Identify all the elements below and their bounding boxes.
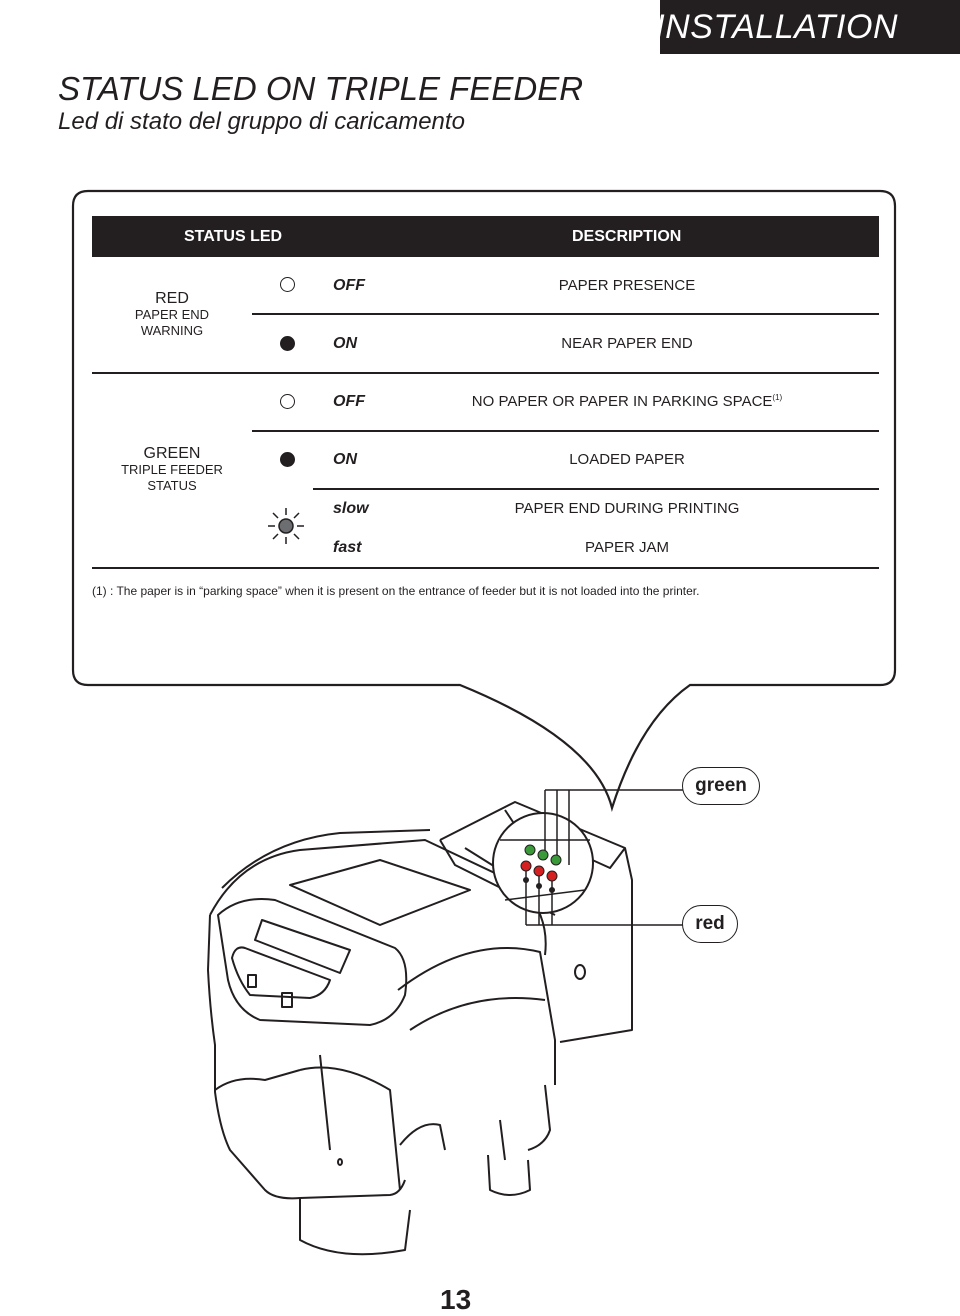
green-led-dot [525,845,535,855]
red-led-line3: WARNING [140,323,204,338]
description-cell: PAPER END DURING PRINTING [514,500,740,517]
state-label: fast [333,539,362,556]
green-led-line3: STATUS [147,478,197,493]
footnote: (1) : The paper is in “parking space” when it is present on the entrance of feeder but it is not loaded into the printer. [92,584,700,598]
state-label: ON [333,335,357,352]
green-led-line2: TRIPLE FEEDER [121,462,223,477]
red-led-dot [534,866,544,876]
led-on-icon [280,452,295,467]
led-blink-icon [266,506,306,546]
state-label: slow [333,500,369,517]
green-led-callout: green [682,767,760,805]
column-status-led: STATUS LED [184,228,283,245]
page-number: 13 [440,1284,472,1315]
led-off-icon [280,394,295,409]
page-title: STATUS LED ON TRIPLE FEEDER [58,70,584,107]
section-title: INSTALLATION [655,8,898,46]
description-cell: LOADED PAPER [569,451,685,468]
red-led-label [92,291,252,339]
row-divider [252,313,879,315]
description-cell [397,393,857,410]
column-description: DESCRIPTION [572,228,682,245]
state-label: OFF [333,277,365,294]
led-off-icon [280,277,295,292]
description-cell: NEAR PAPER END [561,335,693,352]
group-divider [92,372,879,374]
row-divider [252,430,879,432]
description-cell: PAPER JAM [585,539,669,556]
row-divider [313,488,879,490]
table-bottom-line [92,567,879,569]
green-led-name: GREEN [143,445,201,462]
green-led-dot [551,855,561,865]
green-led-dot [538,850,548,860]
footnote-marker: (1) [772,393,783,402]
table-header [92,216,879,257]
red-led-callout: red [682,905,738,943]
led-on-icon [280,336,295,351]
green-led-label [92,446,252,494]
red-led-name: RED [155,290,189,307]
printer-illustration [0,690,960,1290]
state-label: OFF [333,393,365,410]
state-label: ON [333,451,357,468]
red-led-dot [521,861,531,871]
description-text: NO PAPER OR PAPER IN PARKING SPACE [471,393,773,410]
page-subtitle: Led di stato del gruppo di caricamento [58,108,465,135]
red-led-line2: PAPER END [134,307,210,322]
description-cell: PAPER PRESENCE [558,277,696,294]
red-led-dot [547,871,557,881]
